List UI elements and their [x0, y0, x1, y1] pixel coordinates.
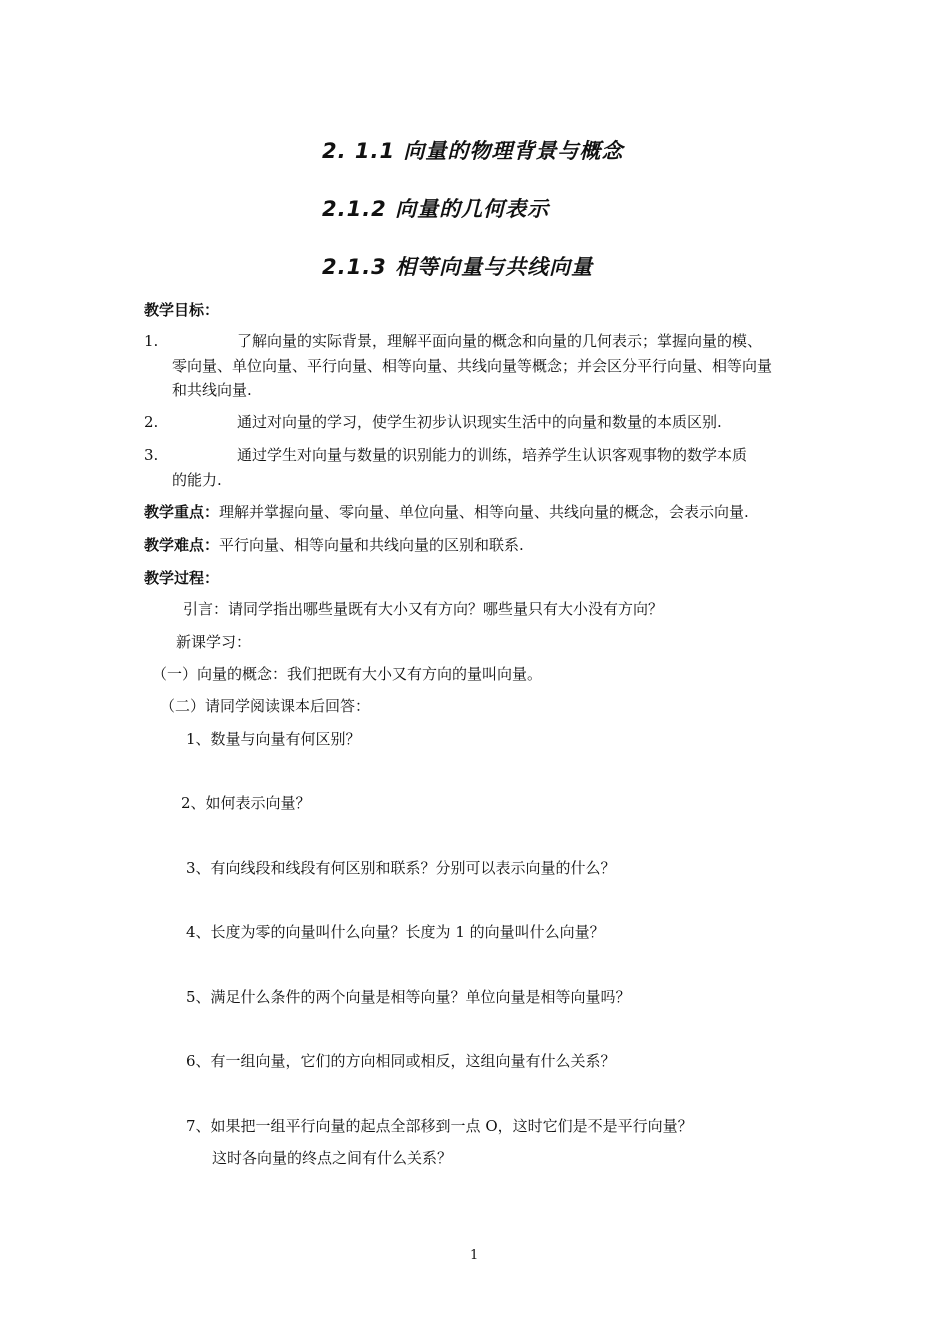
- difficulties-text: 平行向量、相等向量和共线向量的区别和联系.: [219, 536, 524, 554]
- objectives-heading: 教学目标：: [144, 301, 220, 319]
- objective-1-line1: 了解向量的实际背景，理解平面向量的概念和向量的几何表示；掌握向量的模、: [237, 332, 763, 350]
- objective-2-number: 2.: [144, 413, 159, 431]
- objective-1-line3: 和共线向量.: [172, 381, 252, 399]
- objective-1-line2: 零向量、单位向量、平行向量、相等向量、共线向量等概念；并会区分平行向量、相等向量: [172, 357, 773, 375]
- objective-2-line1: 通过对向量的学习，使学生初步认识现实生活中的向量和数量的本质区别.: [237, 413, 722, 431]
- question-3: 3、有向线段和线段有何区别和联系？分别可以表示向量的什么？: [186, 859, 616, 877]
- title-2-1-1: 2. 1.1 向量的物理背景与概念: [322, 139, 624, 163]
- new-lesson-label: 新课学习：: [176, 633, 252, 651]
- key-points: [144, 500, 749, 524]
- question-5: 5、满足什么条件的两个向量是相等向量？单位向量是相等向量吗？: [186, 988, 631, 1006]
- question-2: 2、如何表示向量？: [181, 794, 311, 812]
- page-number: 1: [470, 1248, 479, 1263]
- difficulties-label: 教学难点：: [144, 536, 220, 554]
- process-intro: 引言：请同学指出哪些量既有大小又有方向？哪些量只有大小没有方向？: [183, 600, 664, 618]
- title-2-1-2: 2.1.2 向量的几何表示: [322, 197, 550, 221]
- difficulties: [144, 533, 524, 557]
- question-1: 1、数量与向量有何区别？: [186, 730, 361, 748]
- title-2-1-3: 2.1.3 相等向量与共线向量: [322, 255, 594, 279]
- key-points-text: 理解并掌握向量、零向量、单位向量、相等向量、共线向量的概念，会表示向量.: [219, 503, 749, 521]
- objective-1-number: 1.: [144, 332, 159, 350]
- question-7: 7、如果把一组平行向量的起点全部移到一点 O，这时它们是不是平行向量？: [186, 1117, 693, 1135]
- objective-3-line1: 通过学生对向量与数量的识别能力的训练，培养学生认识客观事物的数学本质: [237, 446, 748, 464]
- process-heading: 教学过程：: [144, 569, 220, 587]
- objective-3-number: 3.: [144, 446, 159, 464]
- key-points-label: 教学重点：: [144, 503, 220, 521]
- question-6: 6、有一组向量，它们的方向相同或相反，这组向量有什么关系？: [186, 1052, 616, 1070]
- objective-3-line2: 的能力.: [172, 471, 222, 489]
- section-1: （一）向量的概念：我们把既有大小又有方向的量叫向量。: [152, 665, 543, 683]
- question-7-continued: 这时各向量的终点之间有什么关系？: [212, 1149, 453, 1167]
- section-2: （二）请同学阅读课本后回答：: [160, 697, 371, 715]
- question-4: 4、长度为零的向量叫什么向量？长度为 1 的向量叫什么向量？: [186, 923, 605, 941]
